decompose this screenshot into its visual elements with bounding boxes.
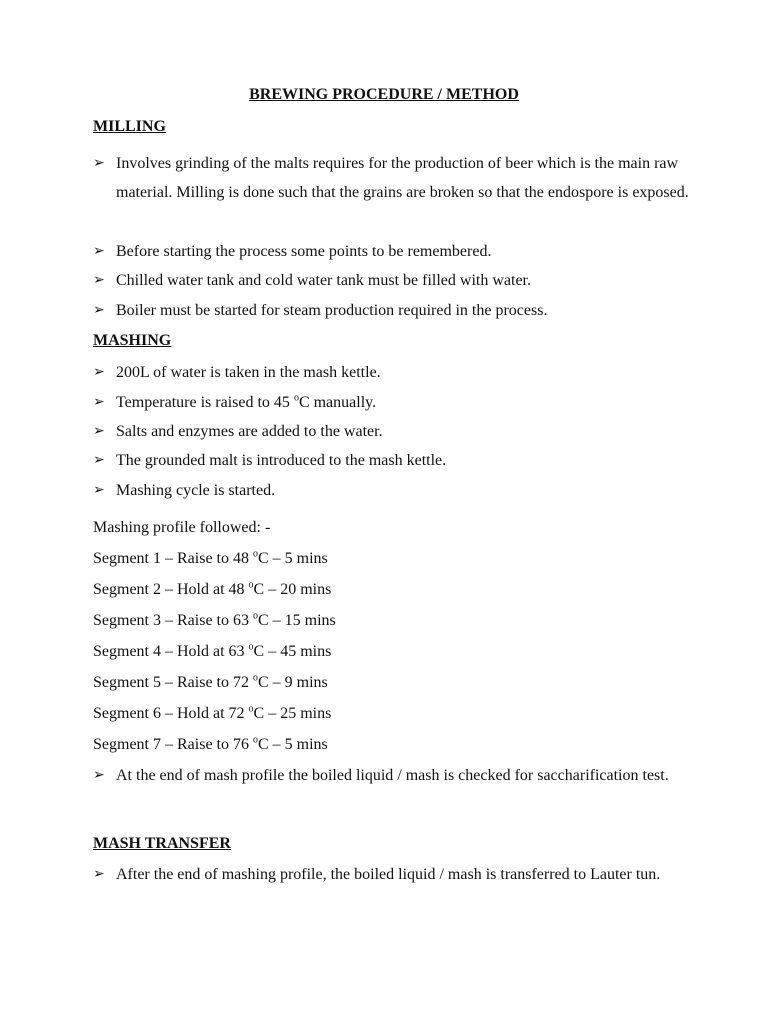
segment-text: Segment 4 – Hold at 63 xyxy=(93,643,249,660)
mashing-segment-6 xyxy=(93,703,331,725)
mashing-bullet-1-text: 200L of water is taken in the mash kettle. xyxy=(116,364,381,381)
milling-bullet-4-text: Boiler must be started for steam production required in the process. xyxy=(116,302,548,319)
mashing-bullet-2 xyxy=(93,388,716,417)
bullet-arrow-icon: ➢ xyxy=(93,866,105,882)
mashing-profile-label: Mashing profile followed: - xyxy=(93,519,271,536)
mash-transfer-bullet-1 xyxy=(93,860,716,889)
segment-text: C – 15 mins xyxy=(257,612,336,629)
mash-transfer-bullet-1-text: After the end of mashing profile, the boiled liquid / mash is transferred to Lauter tun. xyxy=(116,866,661,883)
degree-mark: o xyxy=(293,392,299,404)
segment-text: C – 25 mins xyxy=(253,705,332,722)
mashing-bullet-3 xyxy=(93,417,716,446)
mashing-segment-5 xyxy=(93,672,328,694)
degree-mark: o xyxy=(252,672,258,684)
bullet-arrow-icon: ➢ xyxy=(93,423,105,439)
document-title: BREWING PROCEDURE / METHOD xyxy=(249,86,519,103)
segment-text: Segment 2 – Hold at 48 xyxy=(93,581,249,598)
segment-text: C – 9 mins xyxy=(257,674,328,691)
bullet-arrow-icon: ➢ xyxy=(93,394,105,410)
bullet-arrow-icon: ➢ xyxy=(93,452,105,468)
segment-text: C – 5 mins xyxy=(257,550,328,567)
segment-text: C – 45 mins xyxy=(253,643,332,660)
milling-bullet-2 xyxy=(93,237,716,266)
segment-text: Segment 5 – Raise to 72 xyxy=(93,674,253,691)
mashing-bullet-1 xyxy=(93,358,716,387)
milling-bullet-1-text: Involves grinding of the malts requires for the production of beer which is the main raw material. Milling is done such that the grains are broken so that the endospore is exposed. xyxy=(116,155,689,201)
segment-text: Segment 3 – Raise to 63 xyxy=(93,612,253,629)
bullet-arrow-icon: ➢ xyxy=(93,364,105,380)
mashing-bullet-2-text: Temperature is raised to 45 xyxy=(116,394,294,411)
segment-text: Segment 7 – Raise to 76 xyxy=(93,736,253,753)
bullet-arrow-icon: ➢ xyxy=(93,302,105,318)
degree-mark: o xyxy=(252,734,258,746)
mashing-heading: MASHING xyxy=(93,332,172,349)
milling-bullet-1 xyxy=(93,149,716,207)
segment-text: Segment 6 – Hold at 72 xyxy=(93,705,249,722)
mashing-bullet-5 xyxy=(93,476,716,505)
milling-heading: MILLING xyxy=(93,118,166,135)
bullet-arrow-icon: ➢ xyxy=(93,155,105,171)
milling-bullet-3-text: Chilled water tank and cold water tank must be filled with water. xyxy=(116,272,531,289)
bullet-arrow-icon: ➢ xyxy=(93,243,105,259)
degree-mark: o xyxy=(252,548,258,560)
mash-transfer-heading: MASH TRANSFER xyxy=(93,835,231,852)
segment-text: C – 5 mins xyxy=(257,736,328,753)
mashing-bullet-3-text: Salts and enzymes are added to the water. xyxy=(116,423,383,440)
degree-mark: o xyxy=(248,579,254,591)
mashing-bullet-4 xyxy=(93,446,716,475)
mashing-bullet-5-text: Mashing cycle is started. xyxy=(116,482,276,499)
bullet-arrow-icon: ➢ xyxy=(93,767,105,783)
segment-text: C – 20 mins xyxy=(253,581,332,598)
mashing-bullet-2-suffix: C manually. xyxy=(298,394,377,411)
mashing-end-bullet-text: At the end of mash profile the boiled liquid / mash is checked for saccharification test. xyxy=(116,767,669,784)
degree-mark: o xyxy=(252,610,258,622)
mashing-segment-4 xyxy=(93,641,331,663)
segment-text: Segment 1 – Raise to 48 xyxy=(93,550,253,567)
milling-bullet-3 xyxy=(93,266,716,295)
milling-bullet-2-text: Before starting the process some points to be remembered. xyxy=(116,243,492,260)
bullet-arrow-icon: ➢ xyxy=(93,272,105,288)
mashing-segment-3 xyxy=(93,610,336,632)
degree-mark: o xyxy=(248,641,254,653)
mashing-bullet-4-text: The grounded malt is introduced to the mash kettle. xyxy=(116,452,447,469)
mashing-segment-7 xyxy=(93,734,328,756)
milling-bullet-4 xyxy=(93,296,716,325)
mashing-segment-1 xyxy=(93,548,328,570)
mashing-end-bullet xyxy=(93,761,716,790)
degree-mark: o xyxy=(248,703,254,715)
mashing-segment-2 xyxy=(93,579,331,601)
bullet-arrow-icon: ➢ xyxy=(93,482,105,498)
